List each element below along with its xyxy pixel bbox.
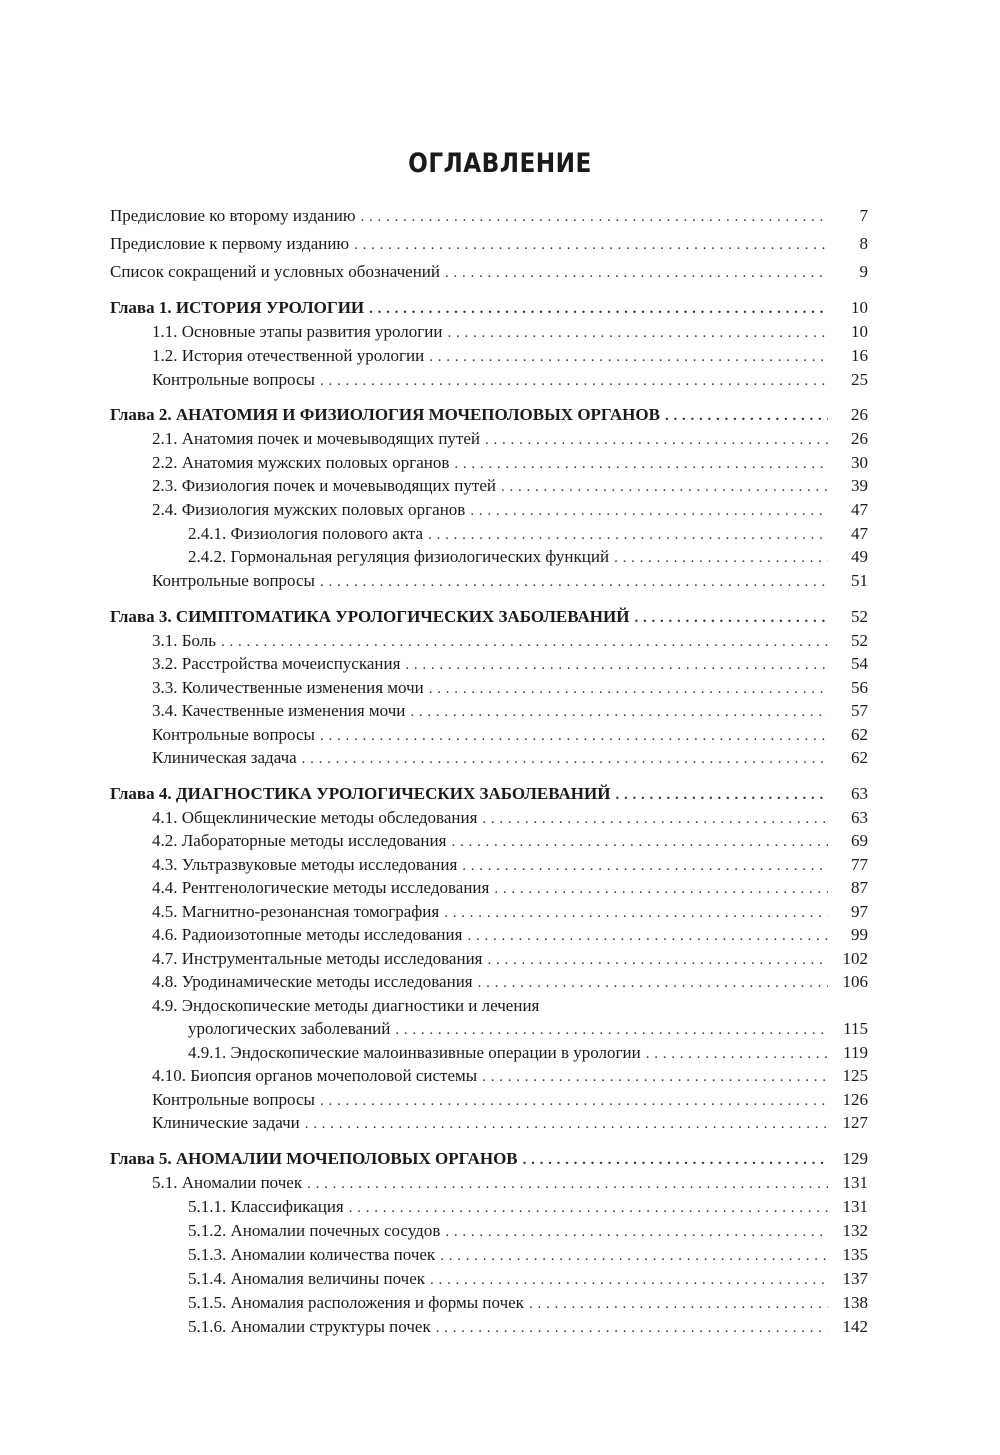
entry-label: 2.4.2. Гормональная регуляция физиологических функций bbox=[188, 547, 610, 566]
entry-label: 4.4. Рентгенологические методы исследования bbox=[152, 878, 490, 897]
entry-label: 1.2. История отечественной урологии bbox=[152, 346, 425, 365]
entry-label: 4.9.1. Эндоскопические малоинвазивные операции в урологии bbox=[188, 1043, 641, 1062]
dot-leader bbox=[488, 948, 829, 972]
dot-leader bbox=[451, 830, 828, 854]
entry-page: 54 bbox=[851, 654, 868, 673]
entry-page: 52 bbox=[851, 607, 868, 626]
entry-page: 16 bbox=[851, 346, 868, 365]
entry-page: 115 bbox=[843, 1019, 868, 1038]
chapter-number: Глава 3. bbox=[110, 607, 172, 626]
entry-label: 4.6. Радиоизотопные методы исследования bbox=[152, 925, 463, 944]
chapter-title: АНОМАЛИИ МОЧЕПОЛОВЫХ ОРГАНОВ bbox=[175, 1149, 518, 1168]
entry-label: 4.2. Лабораторные методы исследования bbox=[152, 831, 447, 850]
toc-entry[interactable] bbox=[110, 829, 868, 853]
dot-leader bbox=[428, 523, 828, 547]
entry-page: 106 bbox=[842, 972, 868, 991]
chapter-title: АНАТОМИЯ И ФИЗИОЛОГИЯ МОЧЕПОЛОВЫХ ОРГАНОВ bbox=[175, 405, 660, 424]
dot-leader bbox=[395, 1018, 828, 1042]
entry-label: 2.4. Физиология мужских половых органов bbox=[152, 500, 466, 519]
entry-page: 56 bbox=[851, 678, 868, 697]
toc-entry[interactable] bbox=[110, 1267, 868, 1291]
entry-page: 26 bbox=[851, 429, 868, 448]
toc-entry[interactable] bbox=[110, 320, 868, 344]
dot-leader bbox=[354, 233, 828, 257]
entry-page: 62 bbox=[851, 725, 868, 744]
dot-leader bbox=[320, 724, 828, 748]
toc-entry-preface-2[interactable] bbox=[110, 204, 868, 228]
toc-entry[interactable] bbox=[110, 970, 868, 994]
toc-chapter-3[interactable] bbox=[110, 605, 868, 629]
entry-label: 4.8. Уродинамические методы исследования bbox=[152, 972, 473, 991]
entry-page: 69 bbox=[851, 831, 868, 850]
entry-page: 126 bbox=[842, 1090, 868, 1109]
dot-leader bbox=[494, 877, 828, 901]
toc-entry[interactable] bbox=[110, 853, 868, 877]
toc-entry[interactable] bbox=[110, 1315, 868, 1339]
entry-page: 63 bbox=[851, 808, 868, 827]
dot-leader bbox=[307, 1172, 828, 1196]
entry-label: 3.3. Количественные изменения мочи bbox=[152, 678, 424, 697]
entry-page: 87 bbox=[851, 878, 868, 897]
entry-label: урологических заболеваний bbox=[188, 1019, 391, 1038]
entry-page: 131 bbox=[842, 1173, 868, 1192]
dot-leader bbox=[410, 700, 828, 724]
chapter-title: ИСТОРИЯ УРОЛОГИИ bbox=[175, 298, 365, 317]
entry-label: 3.4. Качественные изменения мочи bbox=[152, 701, 406, 720]
toc-entry[interactable] bbox=[110, 498, 868, 522]
dot-leader bbox=[482, 807, 828, 831]
entry-page: 39 bbox=[851, 476, 868, 495]
dot-leader bbox=[440, 1244, 828, 1268]
toc-entry[interactable] bbox=[110, 629, 868, 653]
toc-entry[interactable] bbox=[110, 947, 868, 971]
entry-label: 5.1.2. Аномалии почечных сосудов bbox=[188, 1221, 441, 1240]
dot-leader bbox=[445, 1220, 828, 1244]
dot-leader bbox=[462, 854, 828, 878]
entry-page: 142 bbox=[842, 1317, 868, 1336]
chapter-title: СИМПТОМАТИКА УРОЛОГИЧЕСКИХ ЗАБОЛЕВАНИЙ bbox=[175, 607, 630, 626]
chapter-number: Глава 4. bbox=[110, 784, 172, 803]
dot-leader bbox=[614, 546, 828, 570]
toc-entry[interactable] bbox=[110, 900, 868, 924]
dot-leader bbox=[430, 1268, 828, 1292]
toc-entry[interactable] bbox=[110, 1041, 868, 1065]
toc-chapter-5[interactable] bbox=[110, 1147, 868, 1171]
dot-leader bbox=[444, 901, 828, 925]
toc-entry[interactable] bbox=[110, 1219, 868, 1243]
entry-page: 9 bbox=[859, 262, 868, 281]
dot-leader bbox=[665, 404, 828, 428]
entry-label: Предисловие к первому изданию bbox=[110, 234, 350, 253]
toc-entry[interactable] bbox=[110, 699, 868, 723]
entry-label: Список сокращений и условных обозначений bbox=[110, 262, 441, 281]
dot-leader bbox=[523, 1148, 828, 1172]
toc-entry[interactable] bbox=[110, 1064, 868, 1088]
entry-page: 51 bbox=[851, 571, 868, 590]
chapter-heading bbox=[110, 605, 634, 629]
toc-chapter-4[interactable] bbox=[110, 782, 868, 806]
toc-entry[interactable] bbox=[110, 994, 868, 1018]
entry-label: 3.1. Боль bbox=[152, 631, 217, 650]
chapter-title: ДИАГНОСТИКА УРОЛОГИЧЕСКИХ ЗАБОЛЕВАНИЙ bbox=[175, 784, 611, 803]
entry-page: 57 bbox=[851, 701, 868, 720]
entry-page: 10 bbox=[851, 298, 868, 317]
dot-leader bbox=[467, 924, 828, 948]
entry-page: 49 bbox=[851, 547, 868, 566]
chapter-heading bbox=[110, 403, 665, 427]
dot-leader bbox=[320, 369, 828, 393]
entry-page: 26 bbox=[851, 405, 868, 424]
toc-entry[interactable] bbox=[110, 344, 868, 368]
toc-chapter-1[interactable] bbox=[110, 296, 868, 320]
entry-page: 47 bbox=[851, 500, 868, 519]
entry-page: 131 bbox=[842, 1197, 868, 1216]
entry-label: 5.1. Аномалии почек bbox=[152, 1173, 303, 1192]
entry-page: 129 bbox=[842, 1149, 868, 1168]
dot-leader bbox=[305, 1112, 828, 1136]
entry-label: 5.1.4. Аномалия величины почек bbox=[188, 1269, 426, 1288]
toc-entry[interactable] bbox=[110, 723, 868, 747]
dot-leader bbox=[482, 1065, 828, 1089]
entry-page: 62 bbox=[851, 748, 868, 767]
entry-label: 4.10. Биопсия органов мочеполовой системы bbox=[152, 1066, 478, 1085]
entry-page: 10 bbox=[851, 322, 868, 341]
entry-page: 8 bbox=[859, 234, 868, 253]
dot-leader bbox=[405, 653, 828, 677]
entry-page: 25 bbox=[851, 370, 868, 389]
entry-page: 99 bbox=[851, 925, 868, 944]
toc-entry-abbreviations[interactable] bbox=[110, 260, 868, 284]
dot-leader bbox=[369, 297, 828, 321]
toc-entry[interactable] bbox=[110, 368, 868, 392]
entry-label: 4.5. Магнитно-резонансная томография bbox=[152, 902, 440, 921]
entry-label: 4.7. Инструментальные методы исследования bbox=[152, 949, 483, 968]
entry-label: Клиническая задача bbox=[152, 748, 297, 767]
entry-label: 4.1. Общеклинические методы обследования bbox=[152, 808, 478, 827]
dot-leader bbox=[454, 452, 828, 476]
chapter-heading bbox=[110, 782, 615, 806]
dot-leader bbox=[436, 1316, 828, 1340]
entry-page: 132 bbox=[842, 1221, 868, 1240]
entry-label: 5.1.1. Классификация bbox=[188, 1197, 344, 1216]
toc-entry[interactable] bbox=[110, 1243, 868, 1267]
entry-page: 138 bbox=[842, 1293, 868, 1312]
toc-entry[interactable] bbox=[110, 1088, 868, 1112]
toc-entry[interactable] bbox=[110, 545, 868, 569]
toc-entry[interactable] bbox=[110, 746, 868, 770]
entry-page: 102 bbox=[842, 949, 868, 968]
toc-entry[interactable] bbox=[110, 1195, 868, 1219]
entry-page: 135 bbox=[842, 1245, 868, 1264]
toc-chapter-2[interactable] bbox=[110, 403, 868, 427]
toc-entry[interactable] bbox=[110, 522, 868, 546]
dot-leader bbox=[320, 1089, 828, 1113]
dot-leader bbox=[646, 1042, 828, 1066]
entry-label: 2.3. Физиология почек и мочевыводящих путей bbox=[152, 476, 496, 495]
dot-leader bbox=[445, 261, 828, 285]
entry-label: Предисловие ко второму изданию bbox=[110, 206, 356, 225]
toc-entry[interactable] bbox=[110, 427, 868, 451]
entry-label: 5.1.5. Аномалия расположения и формы почек bbox=[188, 1293, 524, 1312]
entry-label: 2.1. Анатомия почек и мочевыводящих путей bbox=[152, 429, 481, 448]
entry-page: 137 bbox=[842, 1269, 868, 1288]
toc-entry[interactable] bbox=[110, 676, 868, 700]
toc-entry[interactable] bbox=[110, 876, 868, 900]
toc-entry[interactable] bbox=[110, 652, 868, 676]
entry-page: 127 bbox=[842, 1113, 868, 1132]
dot-leader bbox=[529, 1292, 828, 1316]
chapter-heading bbox=[110, 1147, 523, 1171]
toc-entry-preface-1[interactable] bbox=[110, 232, 868, 256]
chapter-number: Глава 2. bbox=[110, 405, 172, 424]
entry-page: 97 bbox=[851, 902, 868, 921]
dot-leader bbox=[485, 428, 828, 452]
toc-entry[interactable] bbox=[110, 806, 868, 830]
dot-leader bbox=[501, 475, 828, 499]
entry-page: 30 bbox=[851, 453, 868, 472]
dot-leader bbox=[302, 747, 828, 771]
entry-label: 5.1.3. Аномалии количества почек bbox=[188, 1245, 436, 1264]
page-title: ОГЛАВЛЕНИЕ bbox=[408, 148, 592, 179]
entry-label: 3.2. Расстройства мочеиспускания bbox=[152, 654, 401, 673]
entry-page: 63 bbox=[851, 784, 868, 803]
dot-leader bbox=[615, 783, 828, 807]
entry-page: 47 bbox=[851, 524, 868, 543]
entry-label: Контрольные вопросы bbox=[152, 370, 315, 389]
dot-leader bbox=[361, 205, 828, 229]
dot-leader bbox=[470, 499, 828, 523]
chapter-number: Глава 5. bbox=[110, 1149, 172, 1168]
toc-entry[interactable] bbox=[110, 474, 868, 498]
chapter-number: Глава 1. bbox=[110, 298, 172, 317]
entry-label: 2.2. Анатомия мужских половых органов bbox=[152, 453, 450, 472]
toc-entry[interactable] bbox=[110, 923, 868, 947]
entry-page: 119 bbox=[843, 1043, 868, 1062]
toc-entry[interactable] bbox=[110, 1111, 868, 1135]
dot-leader bbox=[429, 677, 828, 701]
entry-label: Контрольные вопросы bbox=[152, 1090, 315, 1109]
entry-page: 7 bbox=[859, 206, 868, 225]
entry-label: 4.3. Ультразвуковые методы исследования bbox=[152, 855, 458, 874]
entry-label: 2.4.1. Физиология полового акта bbox=[188, 524, 424, 543]
dot-leader bbox=[447, 321, 828, 345]
entry-label: 4.9. Эндоскопические методы диагностики и лечения bbox=[152, 996, 540, 1015]
entry-label: Контрольные вопросы bbox=[152, 725, 315, 744]
entry-label: Контрольные вопросы bbox=[152, 571, 315, 590]
entry-page: 125 bbox=[842, 1066, 868, 1085]
dot-leader bbox=[349, 1196, 828, 1220]
dot-leader bbox=[221, 630, 828, 654]
dot-leader bbox=[478, 971, 828, 995]
dot-leader bbox=[429, 345, 828, 369]
chapter-heading bbox=[110, 296, 369, 320]
toc-entry[interactable] bbox=[110, 451, 868, 475]
dot-leader bbox=[320, 570, 828, 594]
entry-label: Клинические задачи bbox=[152, 1113, 300, 1132]
entry-page: 52 bbox=[851, 631, 868, 650]
entry-page: 77 bbox=[851, 855, 868, 874]
entry-label: 5.1.6. Аномалии структуры почек bbox=[188, 1317, 431, 1336]
toc-entry[interactable] bbox=[110, 1017, 868, 1041]
entry-label: 1.1. Основные этапы развития урологии bbox=[152, 322, 443, 341]
dot-leader bbox=[634, 606, 828, 630]
toc-entry[interactable] bbox=[110, 1291, 868, 1315]
toc-entry[interactable] bbox=[110, 1171, 868, 1195]
toc-entry[interactable] bbox=[110, 569, 868, 593]
